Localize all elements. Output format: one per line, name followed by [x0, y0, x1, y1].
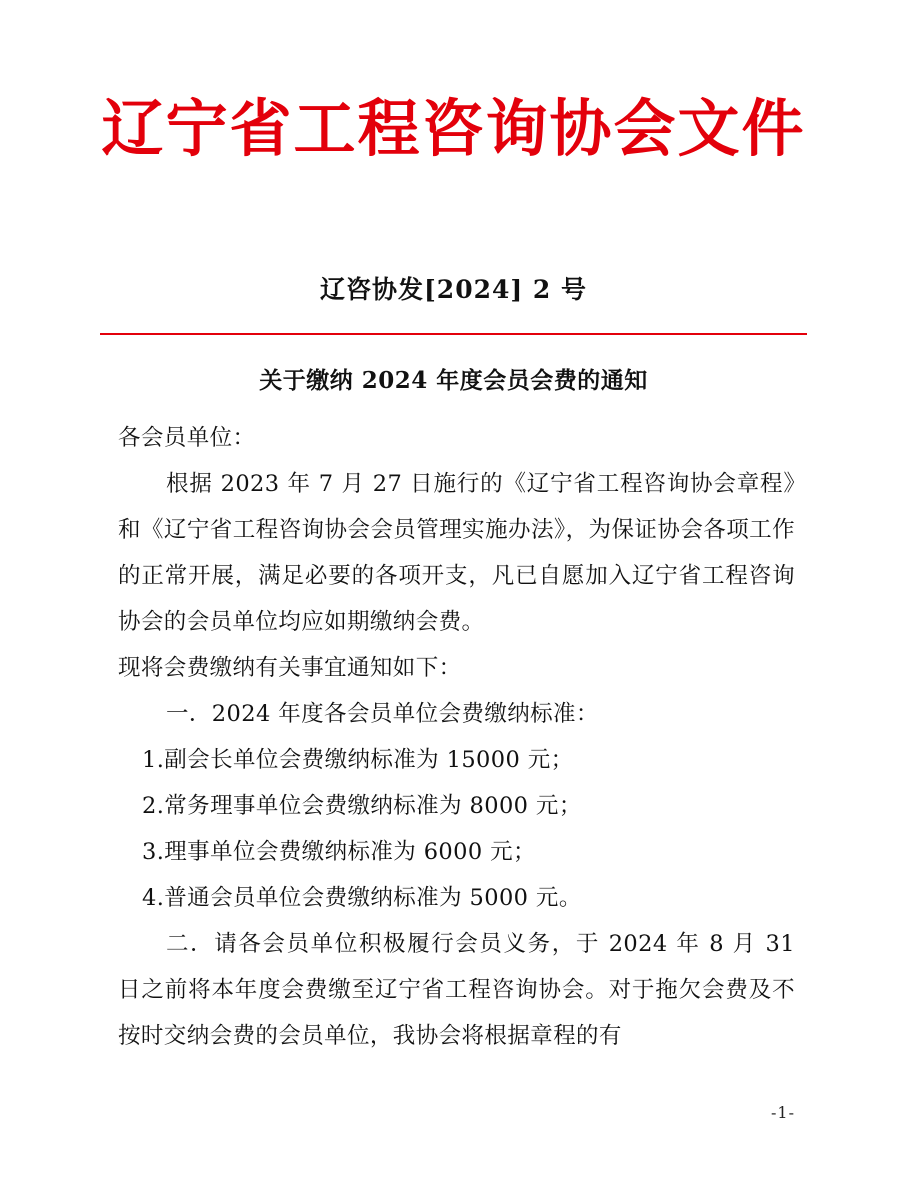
- document-body: [118, 415, 795, 1059]
- section-one-heading: 一．2024 年度各会员单位会费缴纳标准：: [166, 701, 599, 727]
- document-number: 辽咨协发[2024] 2 号: [319, 275, 588, 304]
- page-title: 辽宁省工程咨询协会文件: [101, 92, 806, 165]
- salutation: 各会员单位：: [118, 425, 256, 451]
- red-divider: [100, 333, 807, 335]
- paragraph-lead-in: 现将会费缴纳有关事宜通知如下：: [118, 655, 462, 681]
- fee-item-executive-director: 2.常务理事单位会费缴纳标准为 8000 元；: [142, 793, 582, 819]
- section-two-paragraph: 二．请各会员单位积极履行会员义务，于 2024 年 8 月 31 日之前将本年度会费缴至辽宁省工程咨询协会。对于拖欠会费及不按时交纳会费的会员单位，我协会将根据章程的有: [118, 931, 795, 1049]
- fee-item-general-member: 4.普通会员单位会费缴纳标准为 5000 元。: [142, 885, 582, 911]
- paragraph-background: 根据 2023 年 7 月 27 日施行的《辽宁省工程咨询协会章程》和《辽宁省工程咨询协会会员管理实施办法》，为保证协会各项工作的正常开展，满足必要的各项开支，凡已自愿加入辽宁省工程咨询协会的会员单位均应如期缴纳会费。: [118, 471, 795, 635]
- notice-title: 关于缴纳 2024 年度会员会费的通知: [259, 367, 648, 394]
- page-number: -1-: [771, 1103, 795, 1122]
- fee-item-vice-chairman: 1.副会长单位会费缴纳标准为 15000 元；: [142, 747, 574, 773]
- fee-item-director: 3.理事单位会费缴纳标准为 6000 元；: [142, 839, 536, 865]
